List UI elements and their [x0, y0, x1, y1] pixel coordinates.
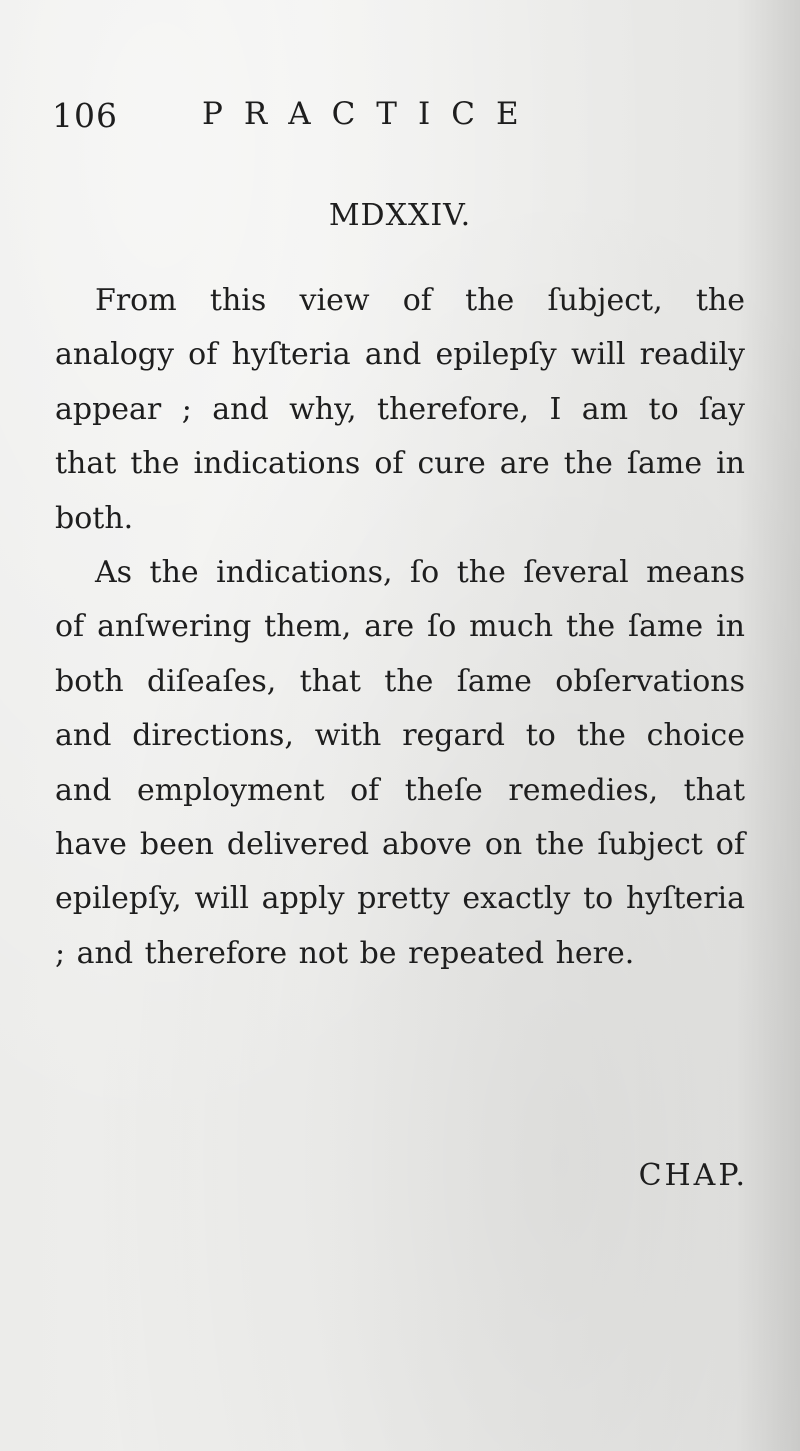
section-number: MDXXIV.: [328, 198, 472, 233]
paragraph-2: As the indications, ſo the ſeveral means of anſwering them, are ſo much the ſame in both diſeaſes, that the ſame obſervations and directions, with regard to the choice and employment of theſe remedies, that have been delivered above on the ſubject of epilepſy, will apply pretty exactly to hyſteria ; and therefore not be repeated here.: [55, 555, 745, 971]
running-head: [52, 96, 752, 146]
catchword: CHAP.: [638, 1158, 748, 1193]
paragraph-1: From this view of the ſubject, the analogy of hyſteria and epilepſy will readily appear ; and why, therefore, I am to ſay that the indications of cure are the ſame in both.: [55, 283, 745, 536]
body-text: [55, 274, 745, 981]
running-head-title: PRACTICE: [202, 96, 540, 132]
page-number: 106: [52, 96, 118, 135]
